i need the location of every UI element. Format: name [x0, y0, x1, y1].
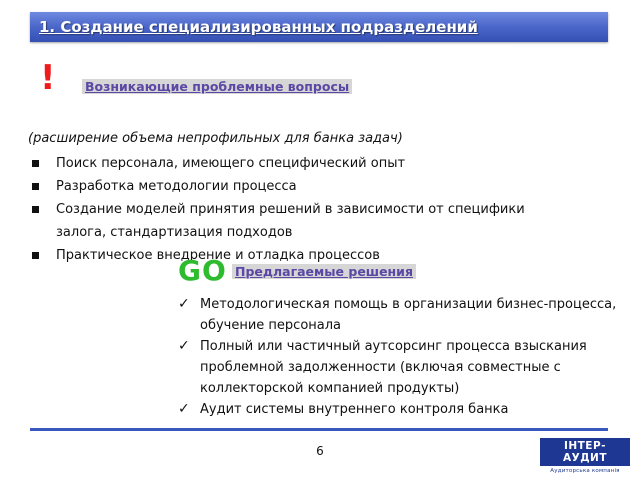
problem-item: [30, 152, 530, 175]
problem-text: Поиск персонала, имеющего специфический опыт: [56, 156, 406, 171]
solution-item: [178, 399, 618, 420]
solution-item: [178, 294, 618, 336]
checkmark-icon: ✓: [178, 338, 190, 354]
solution-text: Аудит системы внутреннего контроля банка: [200, 402, 509, 417]
problem-item: [30, 198, 530, 244]
solutions-list: [178, 294, 618, 420]
slide-title: 1. Создание специализированных подразделений: [39, 18, 478, 36]
square-bullet-icon: [32, 183, 39, 190]
solutions-heading: Предлагаемые решения: [232, 264, 416, 279]
solution-text: Полный или частичный аутсорсинг процесса взыскания проблемной задолженности (включая совместные с коллекторской компанией продукты): [200, 339, 587, 396]
solution-text: Методологическая помощь в организации бизнес-процесса, обучение персонала: [200, 297, 617, 333]
problems-list: [30, 152, 530, 267]
solution-item: [178, 336, 618, 399]
title-bar: [30, 12, 608, 42]
problems-note: (расширение объема непрофильных для банка задач): [28, 131, 403, 146]
bottom-divider: [30, 428, 608, 431]
page-number: 6: [316, 444, 324, 458]
square-bullet-icon: [32, 206, 39, 213]
problem-text: Создание моделей принятия решений в зависимости от специфики залога, стандартизация подходов: [56, 202, 525, 240]
checkmark-icon: ✓: [178, 296, 190, 312]
problem-text: Разработка методологии процесса: [56, 179, 297, 194]
logo-name: ІНТЕР-АУДИТ: [540, 438, 630, 466]
problem-text: Практическое внедрение и отладка процессов: [56, 248, 380, 263]
company-logo: [540, 438, 630, 474]
go-marker: GO: [178, 254, 227, 287]
problems-heading: Возникающие проблемные вопросы: [82, 79, 352, 94]
problem-item: [30, 175, 530, 198]
square-bullet-icon: [32, 160, 39, 167]
logo-tagline: Аудиторська компанія: [550, 468, 620, 474]
exclamation-icon: !: [40, 58, 56, 98]
square-bullet-icon: [32, 252, 39, 259]
checkmark-icon: ✓: [178, 401, 190, 417]
